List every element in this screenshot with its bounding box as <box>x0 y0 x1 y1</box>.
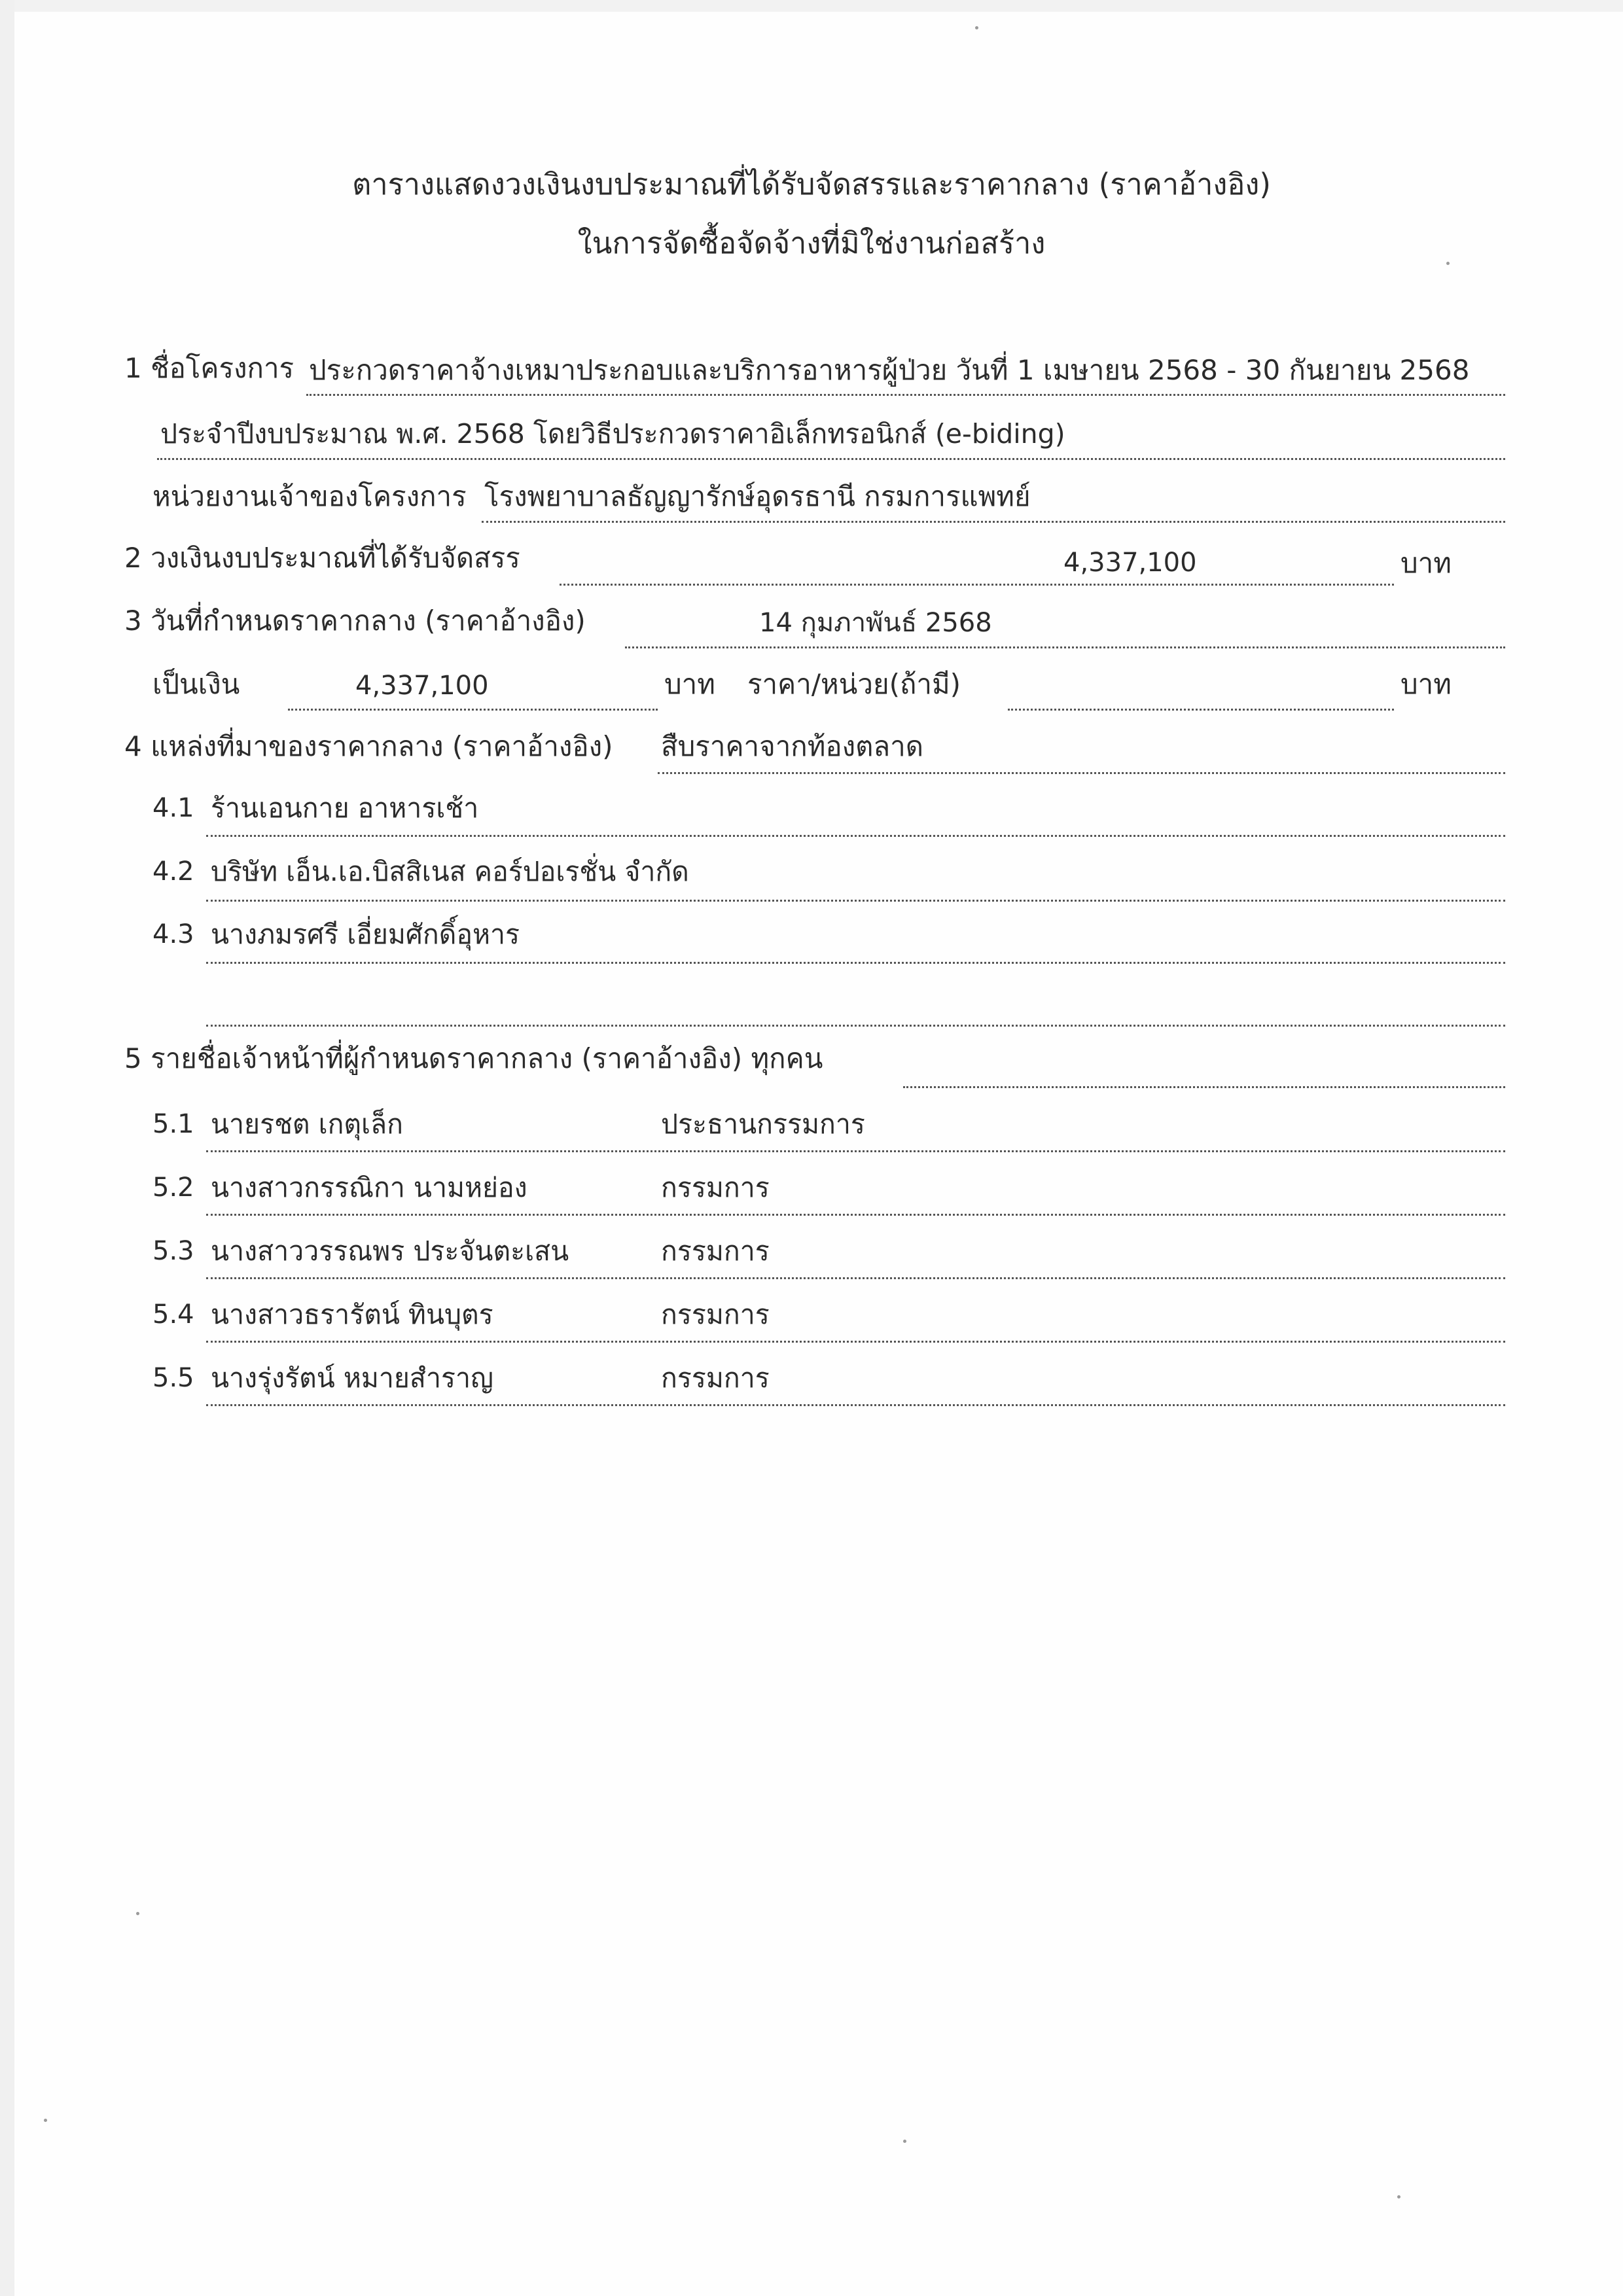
owner-rule <box>482 521 1505 523</box>
reference-date: 14 กุมภาพันธ์ 2568 <box>759 608 992 638</box>
committee-member-number: 5.1 <box>152 1109 194 1139</box>
reference-date-rule <box>625 646 1505 648</box>
scan-speck <box>903 2140 906 2143</box>
budget-amount-rule <box>560 584 1394 586</box>
section3-label: 3 วันที่กำหนดราคากลาง (ราคาอ้างอิง) <box>124 605 586 637</box>
amount-label: เป็นเงิน <box>152 668 240 700</box>
committee-member-name: นางสาววรรณพร ประจันตะเสน <box>211 1235 569 1267</box>
project-name-continued: ประจำปีงบประมาณ พ.ศ. 2568 โดยวิธีประกวดราคาอิเล็กทรอนิกส์ (e-biding) <box>160 418 1065 450</box>
owner-label: หน่วยงานเจ้าของโครงการ <box>152 480 467 512</box>
source-item-text: นางภมรศรี เอี่ยมศักดิ์อุหาร <box>211 919 520 950</box>
budget-amount: 4,337,100 <box>1063 548 1197 578</box>
committee-member-name: นางสาวธรารัตน์ ทินบุตร <box>211 1299 493 1330</box>
section2-label: 2 วงเงินงบประมาณที่ได้รับจัดสรร <box>124 542 520 574</box>
source-item-rule <box>206 835 1505 837</box>
scan-speck <box>1397 2195 1400 2199</box>
source-item-rule <box>206 900 1505 902</box>
committee-member-name: นางรุ่งรัตน์ หมายสำราญ <box>211 1362 493 1394</box>
unit-price-unit: บาท <box>1400 668 1452 700</box>
unit-price-label: ราคา/หน่วย(ถ้ามี) <box>747 668 961 700</box>
project-name-cont-rule <box>157 458 1505 460</box>
committee-member-role: กรรมการ <box>661 1362 770 1394</box>
amount-unit: บาท <box>664 668 715 700</box>
committee-member-rule <box>206 1404 1505 1406</box>
owner-value: โรงพยาบาลธัญญารักษ์อุดรธานี กรมการแพทย์ <box>484 480 1031 512</box>
committee-member-rule <box>206 1341 1505 1343</box>
committee-member-number: 5.2 <box>152 1173 194 1203</box>
committee-member-rule <box>206 1150 1505 1152</box>
section5-rule <box>903 1086 1505 1088</box>
scan-edge-top <box>0 0 1623 12</box>
scan-speck <box>1446 262 1450 265</box>
reference-amount: 4,337,100 <box>355 671 489 701</box>
source-item-number: 4.2 <box>152 857 194 887</box>
committee-member-role: กรรมการ <box>661 1299 770 1330</box>
committee-member-number: 5.5 <box>152 1363 194 1393</box>
price-source: สืบราคาจากท้องตลาด <box>661 730 924 762</box>
document-title-line1: ตารางแสดงวงเงินงบประมาณที่ได้รับจัดสรรและราคากลาง (ราคาอ้างอิง) <box>352 167 1271 202</box>
committee-member-name: นางสาวกรรณิกา นามหย่อง <box>211 1172 527 1203</box>
price-source-rule <box>658 772 1505 774</box>
section5-label: 5 รายชื่อเจ้าหน้าที่ผู้กำหนดราคากลาง (ราคาอ้างอิง) ทุกคน <box>124 1042 823 1074</box>
unit-price-rule <box>1008 709 1394 711</box>
committee-member-number: 5.3 <box>152 1236 194 1266</box>
committee-member-rule <box>206 1277 1505 1279</box>
committee-member-role: กรรมการ <box>661 1172 770 1203</box>
document-title-line2: ในการจัดซื้อจัดจ้างที่มิใช่งานก่อสร้าง <box>577 226 1046 260</box>
source-item-text: บริษัท เอ็น.เอ.บิสสิเนส คอร์ปอเรชั่น จำกัด <box>211 856 689 887</box>
scan-speck <box>136 1912 139 1915</box>
project-name-rule <box>306 394 1505 396</box>
committee-member-role: กรรมการ <box>661 1235 770 1267</box>
committee-member-name: นายรชต เกตุเล็ก <box>211 1108 404 1140</box>
committee-member-number: 5.4 <box>152 1299 194 1330</box>
scan-edge-left <box>0 0 14 2296</box>
source-item-number: 4.3 <box>152 919 194 949</box>
source-item-rule <box>206 962 1505 964</box>
scan-speck <box>975 26 978 29</box>
reference-amount-rule <box>288 709 658 711</box>
scan-speck <box>44 2119 47 2122</box>
source-item-number: 4.1 <box>152 793 194 823</box>
committee-member-role: ประธานกรรมการ <box>661 1108 865 1140</box>
blank-source-rule <box>206 1025 1505 1027</box>
project-name: ประกวดราคาจ้างเหมาประกอบและบริการอาหารผู้ป่วย วันที่ 1 เมษายน 2568 - 30 กันยายน 2568 <box>309 354 1470 386</box>
section1-label: 1 ชื่อโครงการ <box>124 352 294 384</box>
section4-label: 4 แหล่งที่มาของราคากลาง (ราคาอ้างอิง) <box>124 730 613 762</box>
source-item-text: ร้านเอนกาย อาหารเช้า <box>211 792 479 824</box>
budget-unit: บาท <box>1400 547 1452 579</box>
committee-member-rule <box>206 1214 1505 1216</box>
